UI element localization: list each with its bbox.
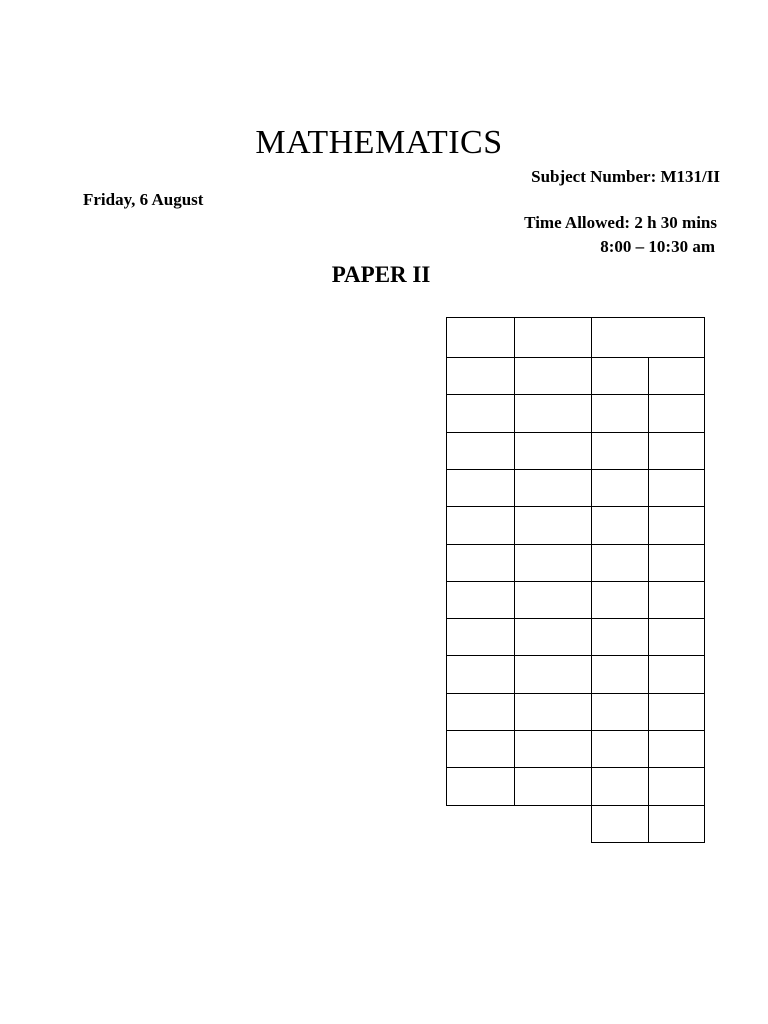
table-cell [514, 544, 592, 582]
table-cell [591, 469, 649, 507]
table-cell [446, 394, 515, 433]
table-cell [648, 394, 705, 433]
table-cell [446, 767, 515, 806]
table-cell [514, 469, 592, 507]
table-cell [446, 357, 515, 395]
table-cell [446, 581, 515, 619]
table-cell [591, 618, 649, 656]
table-cell [514, 693, 592, 731]
score-table [446, 317, 704, 839]
table-cell [514, 357, 592, 395]
table-cell [446, 693, 515, 731]
table-cell [591, 506, 649, 545]
table-cell [514, 432, 592, 470]
table-cell [514, 730, 592, 768]
table-cell [446, 469, 515, 507]
table-cell [514, 581, 592, 619]
table-cell [648, 506, 705, 545]
table-cell [446, 618, 515, 656]
table-cell [648, 655, 705, 694]
table-cell [591, 394, 649, 433]
table-cell [591, 693, 649, 731]
table-cell [446, 432, 515, 470]
table-cell [514, 767, 592, 806]
table-cell [514, 618, 592, 656]
table-cell [648, 432, 705, 470]
table-cell [648, 544, 705, 582]
table-cell [648, 730, 705, 768]
paper-number: PAPER II [331, 262, 431, 287]
table-header-cell [591, 317, 705, 358]
table-cell [648, 581, 705, 619]
exam-title: MATHEMATICS [255, 124, 503, 161]
table-cell [446, 544, 515, 582]
table-cell [648, 357, 705, 395]
table-cell [514, 394, 592, 433]
time-allowed: Time Allowed: 2 h 30 mins [524, 213, 717, 232]
table-cell [591, 432, 649, 470]
table-cell [648, 618, 705, 656]
total-cell [591, 805, 649, 843]
table-cell [514, 655, 592, 694]
table-cell [591, 767, 649, 806]
table-cell [591, 730, 649, 768]
table-cell [446, 655, 515, 694]
time-range: 8:00 – 10:30 am [600, 237, 715, 256]
table-cell [648, 767, 705, 806]
table-cell [446, 730, 515, 768]
table-cell [446, 506, 515, 545]
subject-number: Subject Number: M131/II [531, 167, 720, 186]
table-cell [591, 655, 649, 694]
table-header-cell [514, 317, 592, 358]
table-cell [514, 506, 592, 545]
exam-date: Friday, 6 August [83, 190, 204, 209]
table-cell [648, 469, 705, 507]
total-cell [648, 805, 705, 843]
table-header-cell [446, 317, 515, 358]
table-cell [648, 693, 705, 731]
table-cell [591, 581, 649, 619]
table-cell [591, 357, 649, 395]
table-cell [591, 544, 649, 582]
